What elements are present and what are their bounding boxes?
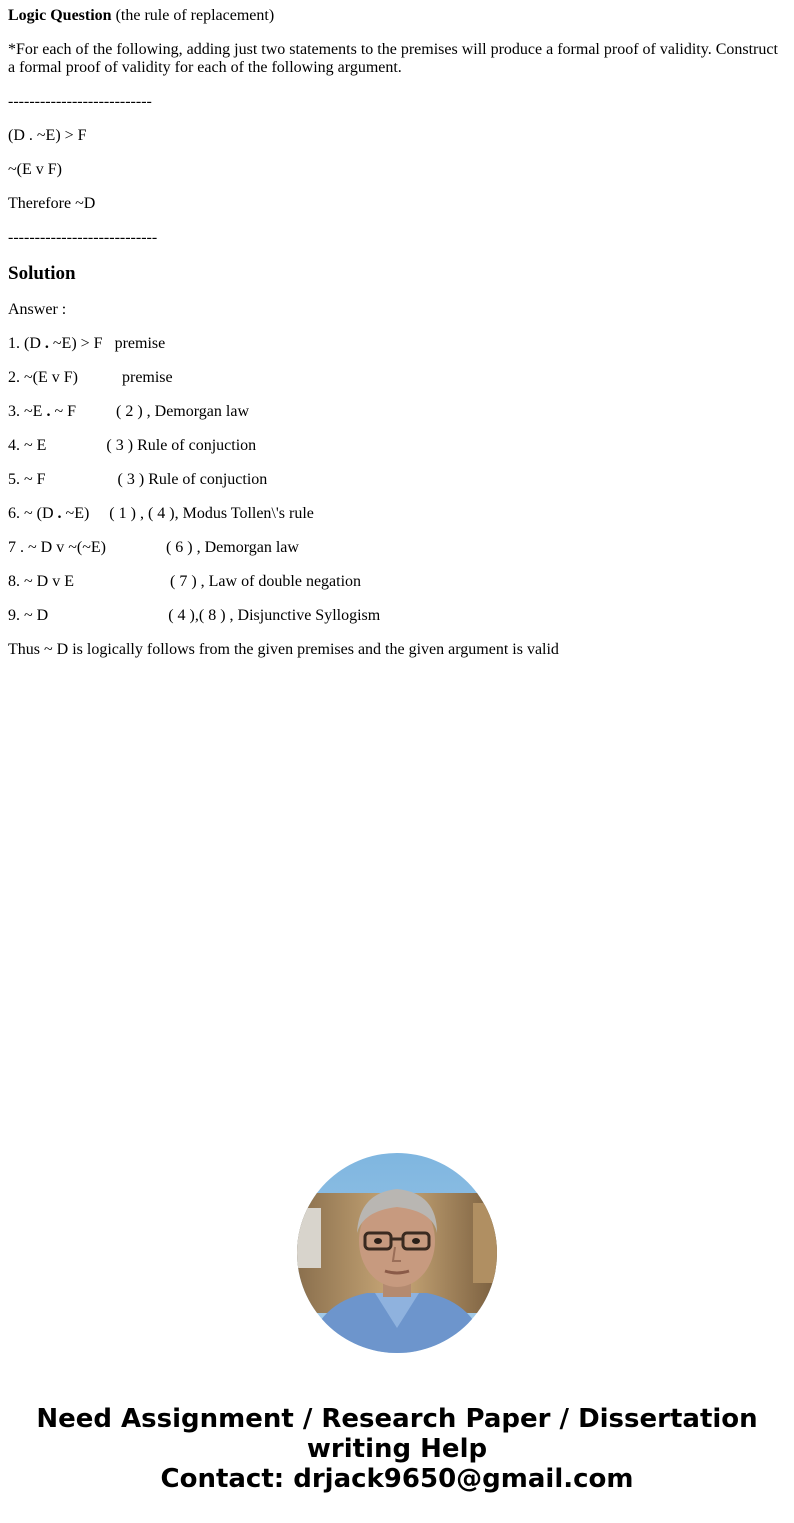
footer-contact: Contact: drjack9650@gmail.com <box>160 1464 634 1494</box>
proof-step-6: 6. ~ (D . ~E) ( 1 ) , ( 4 ), Modus Tollen\'s rule <box>8 505 314 522</box>
separator-top: --------------------------- <box>8 93 152 110</box>
footer-line-2: writing Help <box>306 1434 488 1464</box>
proof-step-5: 5. ~ F ( 3 ) Rule of conjuction <box>8 471 268 488</box>
separator-bottom: ---------------------------- <box>8 229 158 246</box>
solution-heading: Solution <box>8 263 76 284</box>
proof-step-8: 8. ~ D v E ( 7 ) , Law of double negation <box>8 573 362 590</box>
argument-conclusion: Therefore ~D <box>8 195 96 212</box>
proof-step-7: 7 . ~ D v ~(~E) ( 6 ) , Demorgan law <box>8 539 299 556</box>
footer-line-1: Need Assignment / Research Paper / Dissertation <box>36 1404 758 1434</box>
footer-banner <box>0 1404 794 1494</box>
premise-1: (D . ~E) > F <box>8 127 87 144</box>
author-photo <box>297 1153 497 1353</box>
proof-step-9: 9. ~ D ( 4 ),( 8 ) , Disjunctive Syllogism <box>8 607 381 624</box>
question-instruction: *For each of the following, adding just two statements to the premises will produce a formal proof of validity. Construct a formal proof of validity for each of the following argument. <box>8 41 778 76</box>
proof-step-1: 1. (D . ~E) > F premise <box>8 335 166 352</box>
premise-2: ~(E v F) <box>8 161 62 178</box>
question-title-bold: Logic Question <box>8 7 112 24</box>
answer-label: Answer : <box>8 301 67 318</box>
proof-step-3: 3. ~E . ~ F ( 2 ) , Demorgan law <box>8 403 249 420</box>
proof-step-4: 4. ~ E ( 3 ) Rule of conjuction <box>8 437 257 454</box>
question-title <box>8 7 786 25</box>
question-title-rest: (the rule of replacement) <box>111 7 275 24</box>
proof-step-2: 2. ~(E v F) premise <box>8 369 173 386</box>
document-body <box>8 7 786 675</box>
solution-conclusion: Thus ~ D is logically follows from the given premises and the given argument is valid <box>8 641 559 658</box>
author-portrait-icon <box>297 1153 497 1353</box>
